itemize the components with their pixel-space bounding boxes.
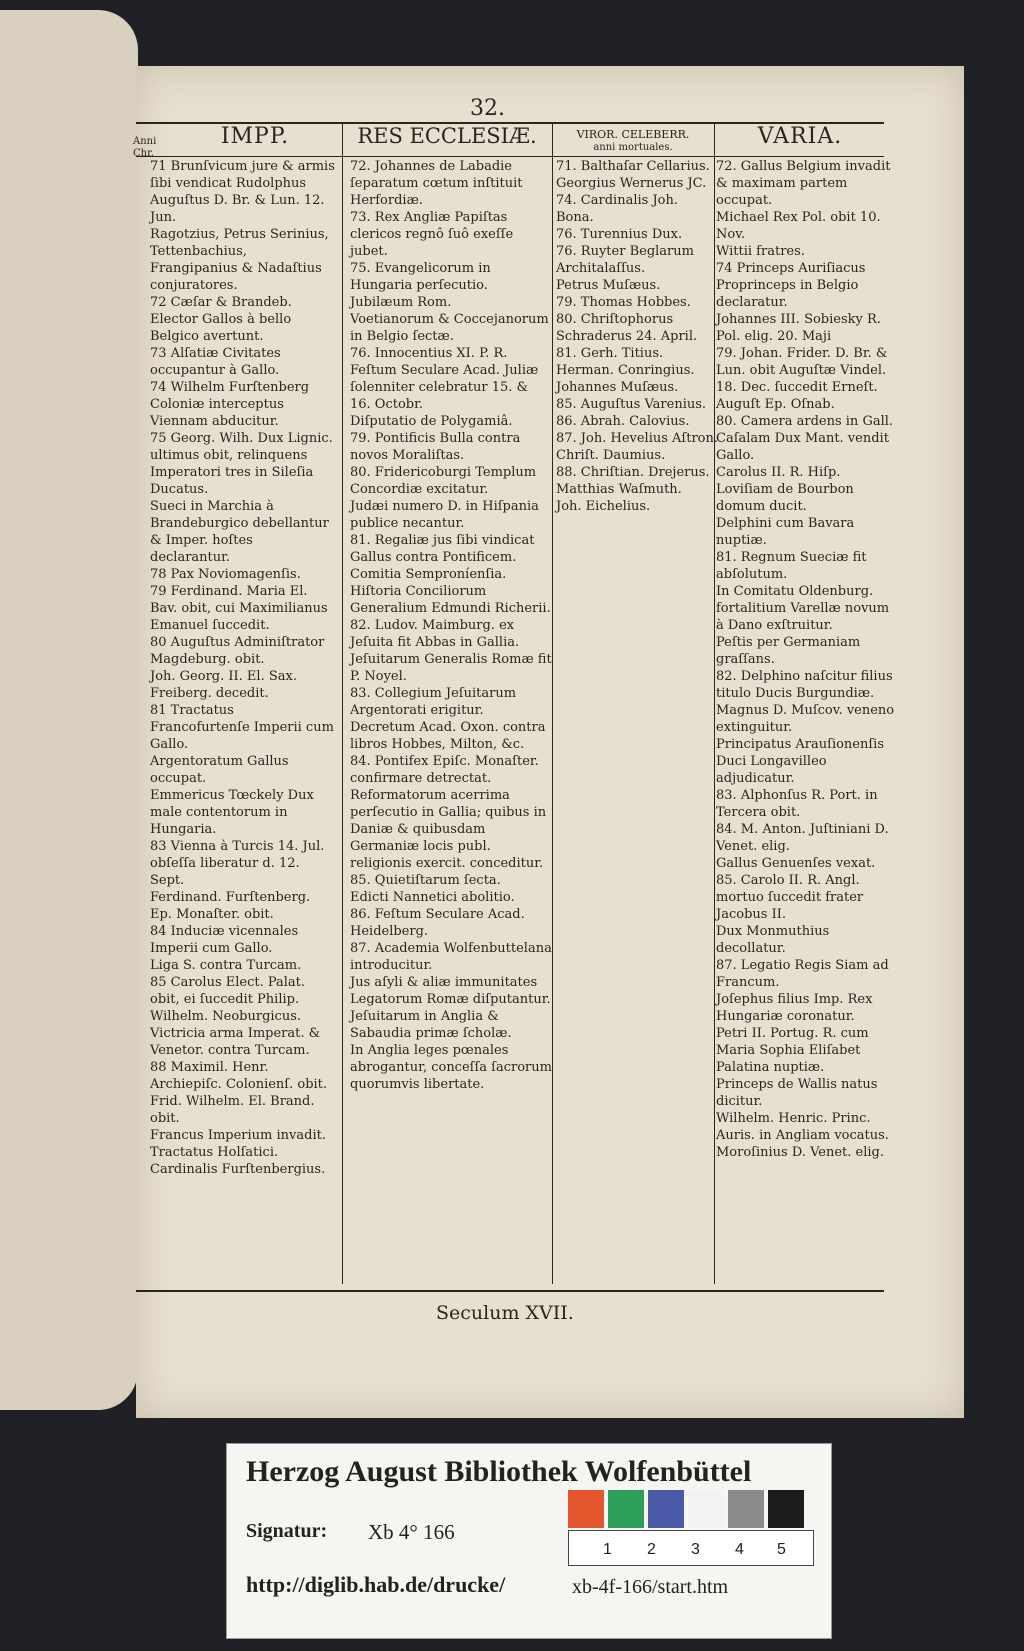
measurement-scale bbox=[568, 1530, 814, 1566]
column-divider-2 bbox=[552, 124, 553, 1284]
impp-entry: Emmericus Tœckely Dux male contentorum in Hungaria. bbox=[150, 788, 314, 837]
scale-tick-4: 4 bbox=[735, 1541, 744, 1558]
impp-entry: 83 Vienna à Turcis 14. Jul. obſeſſa liberatur d. 12. Sept. bbox=[150, 839, 325, 888]
header-varia: VARIA. bbox=[757, 124, 843, 149]
scale-tick-2: 2 bbox=[647, 1541, 656, 1558]
color-swatch bbox=[568, 1490, 604, 1528]
header-impp: IMPP. bbox=[220, 124, 290, 149]
impp-entry: 78 Pax Noviomagenſis. bbox=[150, 567, 301, 582]
url-path: xb-4f-166/start.htm bbox=[572, 1576, 729, 1598]
varia-entry: In Comitatu Oldenburg. fortalitium Varellæ novum à Dano exſtruitur. bbox=[716, 584, 890, 633]
res-entry: 73. Rex Angliæ Papiſtas clericos regnô ſuô exeſſe jubet. bbox=[350, 210, 514, 259]
res-entry: Edicti Nannetici abolitio. bbox=[350, 890, 515, 905]
res-entry: 79. Pontificis Bulla contra novos Moraliſtas. bbox=[350, 431, 521, 463]
impp-entry: Tractatus Holſatici. bbox=[150, 1145, 279, 1160]
varia-entry: 81. Regnum Sueciæ fit abſolutum. bbox=[716, 550, 867, 582]
column-divider-1 bbox=[342, 124, 343, 1284]
viri-entry: 76. Turennius Dux. bbox=[556, 227, 683, 242]
impp-entry: Sueci in Marchia à Brandeburgico debellantur & Imper. hoſtes declarantur. bbox=[150, 499, 329, 565]
res-entry: Jus aſyli & aliæ immunitates Legatorum Romæ diſputantur. bbox=[350, 975, 551, 1007]
column-res-ecclesiae bbox=[350, 158, 552, 1093]
varia-entry: Joſephus filius Imp. Rex Hungariæ coronatur. bbox=[716, 992, 873, 1024]
impp-entry: 81 Tractatus Francofurtenſe Imperii cum Gallo. bbox=[150, 703, 334, 752]
res-entry: 84. Pontifex Epiſc. Monaſter. confirmare detrectat. bbox=[350, 754, 539, 786]
viri-entry: 88. Chriſtian. Drejerus. bbox=[556, 465, 710, 480]
viri-entry: 74. Cardinalis Joh. Bona. bbox=[556, 193, 678, 225]
varia-entry: Michael Rex Pol. obit 10. Nov. bbox=[716, 210, 881, 242]
color-swatch bbox=[608, 1490, 644, 1528]
res-entry: 76. Innocentius XI. P. R. bbox=[350, 346, 508, 361]
viri-entry: Herman. Conringius. bbox=[556, 363, 695, 378]
varia-entry: Carolus II. R. Hiſp. Loviſiam de Bourbon domum ducit. bbox=[716, 465, 854, 514]
res-entry: Jeſuitarum Generalis Romæ fit P. Noyel. bbox=[350, 652, 552, 684]
varia-entry: Principatus Arauſionenſis Duci Longavilleo adjudicatur. bbox=[716, 737, 885, 786]
varia-entry: Wilhelm. Henric. Princ. Auris. in Angliam vocatus. bbox=[716, 1111, 889, 1143]
varia-entry: Johannes III. Sobiesky R. Pol. elig. 20. Maji bbox=[716, 312, 881, 344]
impp-entry: 85 Carolus Elect. Palat. obit, ei ſuccedit Philip. Wilhelm. Neoburgicus. bbox=[150, 975, 306, 1024]
color-swatch bbox=[648, 1490, 684, 1528]
res-entry: Judæi numero D. in Hiſpania publice necantur. bbox=[350, 499, 539, 531]
varia-entry: 79. Johan. Frider. D. Br. & Lun. obit Auguſtæ Vindel. 18. Dec. ſuccedit Erneſt. Auguſt Ep. Oſnab. bbox=[716, 346, 888, 412]
impp-entry: Joh. Georg. II. El. Sax. Freiberg. decedit. bbox=[150, 669, 297, 701]
res-entry: 82. Ludov. Maimburg. ex Jeſuita fit Abbas in Gallia. bbox=[350, 618, 520, 650]
viri-entry: 76. Ruyter Beglarum Architalaſſus. bbox=[556, 244, 694, 276]
res-entry: 87. Academia Wolfenbuttelana introducitur. bbox=[350, 941, 552, 973]
res-entry: Comitia Semproníenſia. bbox=[350, 567, 507, 582]
impp-entry: 79 Ferdinand. Maria El. Bav. obit, cui Maximilianus Emanuel ſuccedit. bbox=[150, 584, 328, 633]
viri-entry: 79. Thomas Hobbes. bbox=[556, 295, 691, 310]
impp-entry: Francus Imperium invadit. bbox=[150, 1128, 326, 1143]
page-number: 32. bbox=[470, 96, 505, 121]
res-entry: Voetianorum & Coccejanorum in Belgio ſectæ. bbox=[350, 312, 549, 344]
impp-entry: Victricia arma Imperat. & Venetor. contra Turcam. bbox=[150, 1026, 321, 1058]
varia-entry: Gallus Genuenſes vexat. bbox=[716, 856, 876, 871]
varia-entry: 83. Alphonſus R. Port. in Tercera obit. bbox=[716, 788, 878, 820]
varia-entry: Princeps de Wallis natus dicitur. bbox=[716, 1077, 878, 1109]
impp-entry: 73 Alſatiæ Civitates occupantur à Gallo. bbox=[150, 346, 281, 378]
varia-entry: Moroſinius D. Venet. elig. bbox=[716, 1145, 884, 1160]
left-page-edge bbox=[0, 10, 138, 1410]
impp-entry: 72 Cæſar & Brandeb. Elector Gallos à bello Belgico avertunt. bbox=[150, 295, 292, 344]
anni-label: Anni Chr. bbox=[133, 136, 157, 159]
viri-entry: Joh. Eichelius. bbox=[556, 499, 651, 514]
res-entry: 85. Quietiſtarum ſecta. bbox=[350, 873, 501, 888]
res-entry: 80. Fridericoburgi Templum Concordiæ excitatur. bbox=[350, 465, 537, 497]
varia-entry: Dux Monmuthius decollatur. bbox=[716, 924, 830, 956]
impp-entry: 84 Induciæ vicennales Imperii cum Gallo. bbox=[150, 924, 299, 956]
color-swatch bbox=[728, 1490, 764, 1528]
varia-entry: 72. Gallus Belgium invadit & maximam partem occupat. bbox=[716, 159, 891, 208]
column-impp bbox=[150, 158, 336, 1178]
impp-entry: Cardinalis Furſtenbergius. bbox=[150, 1162, 326, 1177]
varia-entry: 82. Delphino naſcitur filius titulo Ducis Burgundiæ. bbox=[716, 669, 893, 701]
column-varia bbox=[716, 158, 898, 1161]
res-entry: 86. Feſtum Seculare Acad. Heidelberg. bbox=[350, 907, 525, 939]
url-base: http://diglib.hab.de/drucke/ bbox=[246, 1572, 506, 1597]
color-swatch bbox=[688, 1490, 724, 1528]
varia-entry: Magnus D. Muſcov. veneno extinguitur. bbox=[716, 703, 895, 735]
impp-entry: 75 Georg. Wilh. Dux Lignic. ultimus obit, relinquens Imperatori tres in Sileſia Ducatus. bbox=[150, 431, 333, 497]
impp-entry: 74 Wilhelm Furſtenberg Coloniæ interceptus Viennam abducitur. bbox=[150, 380, 310, 429]
viri-entry: Matthias Waſmuth. bbox=[556, 482, 682, 497]
res-entry: 83. Collegium Jeſuitarum Argentorati erigitur. bbox=[350, 686, 517, 718]
scale-tick-3: 3 bbox=[691, 1541, 700, 1558]
impp-entry: Argentoratum Gallus occupat. bbox=[150, 754, 289, 786]
res-entry: Feſtum Seculare Acad. Juliæ ſolenniter celebratur 15. & 16. Octobr. bbox=[350, 363, 539, 412]
varia-entry: 84. M. Anton. Juſtiniani D. Venet. elig. bbox=[716, 822, 889, 854]
viri-entry: 85. Auguſtus Varenius. bbox=[556, 397, 707, 412]
viri-entry: 71. Balthaſar Cellarius. bbox=[556, 159, 710, 174]
signatur-label: Signatur: bbox=[246, 1520, 328, 1542]
viri-entry: 80. Chriſtophorus Schraderus 24. April. bbox=[556, 312, 698, 344]
scale-tick-1: 1 bbox=[603, 1541, 612, 1558]
library-name: Herzog August Bibliothek Wolfenbüttel bbox=[246, 1455, 752, 1488]
varia-entry: Delphini cum Bavara nuptiæ. bbox=[716, 516, 855, 548]
header-res-ecclesiae: RES ECCLESIÆ. bbox=[357, 124, 537, 148]
viri-entry: Georgius Wernerus JC. bbox=[556, 176, 707, 191]
varia-entry: Peſtis per Germaniam graſſans. bbox=[716, 635, 861, 667]
viri-entry: 81. Gerh. Titius. bbox=[556, 346, 664, 361]
page-footer: Seculum XVII. bbox=[436, 1302, 574, 1324]
header-bottom-rule bbox=[136, 156, 884, 157]
res-entry: Diſputatio de Polygamiâ. bbox=[350, 414, 513, 429]
res-entry: Reformatorum acerrima perſecutio in Gallia; quibus in Daniæ & quibusdam Germaniæ locis publ. religionis exercit. conceditur. bbox=[350, 788, 547, 871]
signatur-value: Xb 4° 166 bbox=[368, 1520, 455, 1544]
impp-entry: Ferdinand. Furſtenberg. Ep. Monaſter. obit. bbox=[150, 890, 311, 922]
viri-entry: 87. Joh. Hevelius Aſtron. bbox=[556, 431, 719, 446]
scale-tick-5: 5 bbox=[777, 1541, 786, 1558]
impp-entry: 88 Maximil. Henr. Archiepiſc. Colonienſ. obit. bbox=[150, 1060, 328, 1092]
impp-entry: Ragotzius, Petrus Serinius, Tettenbachius, Frangipanius & Nadaſtius conjuratores. bbox=[150, 227, 329, 293]
varia-entry: Petri II. Portug. R. cum Maria Sophia Eliſabet Palatina nuptiæ. bbox=[716, 1026, 869, 1075]
varia-entry: 74 Princeps Auriſiacus Proprinceps in Belgio declaratur. bbox=[716, 261, 866, 310]
header-viri-1: VIROR. CELEBERR. bbox=[576, 128, 690, 141]
viri-entry: Petrus Muſæus. bbox=[556, 278, 661, 293]
impp-entry: Liga S. contra Turcam. bbox=[150, 958, 302, 973]
varia-entry: 85. Carolo II. R. Angl. mortuo ſuccedit frater Jacobus II. bbox=[716, 873, 864, 922]
header-viri-2: anni mortuales. bbox=[593, 142, 673, 153]
res-entry: Decretum Acad. Oxon. contra libros Hobbes, Milton, &c. bbox=[350, 720, 546, 752]
res-entry: In Anglia leges pœnales abrogantur, conceſſa ſacrorum quorumvis libertate. bbox=[350, 1043, 552, 1092]
varia-entry: Wittii fratres. bbox=[716, 244, 805, 259]
res-entry: Hiſtoria Conciliorum Generalium Edmundi Richerii. bbox=[350, 584, 551, 616]
impp-entry: 80 Auguſtus Adminiſtrator Magdeburg. obit. bbox=[150, 635, 325, 667]
res-entry: Jeſuitarum in Anglia & Sabaudia primæ ſcholæ. bbox=[350, 1009, 512, 1041]
varia-entry: 87. Legatio Regis Siam ad Francum. bbox=[716, 958, 889, 990]
varia-entry: 80. Camera ardens in Gall. bbox=[716, 414, 894, 429]
res-entry: 72. Johannes de Labadie ſeparatum cœtum inſtituit Herfordiæ. bbox=[350, 159, 523, 208]
varia-entry: Caſalam Dux Mant. vendit Gallo. bbox=[716, 431, 889, 463]
viri-entry: 86. Abrah. Calovius. bbox=[556, 414, 690, 429]
viri-entry: Johannes Muſæus. bbox=[556, 380, 679, 395]
res-entry: 81. Regaliæ jus ſibi vindicat Gallus contra Pontificem. bbox=[350, 533, 535, 565]
impp-entry: Frid. Wilhelm. El. Brand. obit. bbox=[150, 1094, 315, 1126]
impp-entry: 71 Brunſvicum jure & armis ſibi vendicat Rudolphus Auguſtus D. Br. & Lun. 12. Jun. bbox=[150, 159, 335, 225]
column-viri-celeberrimi bbox=[556, 158, 718, 515]
res-entry: 75. Evangelicorum in Hungaria perſecutio. Jubilæum Rom. bbox=[350, 261, 491, 310]
color-swatch bbox=[768, 1490, 804, 1528]
footer-rule bbox=[136, 1290, 884, 1292]
viri-entry: Chriſt. Daumius. bbox=[556, 448, 666, 463]
